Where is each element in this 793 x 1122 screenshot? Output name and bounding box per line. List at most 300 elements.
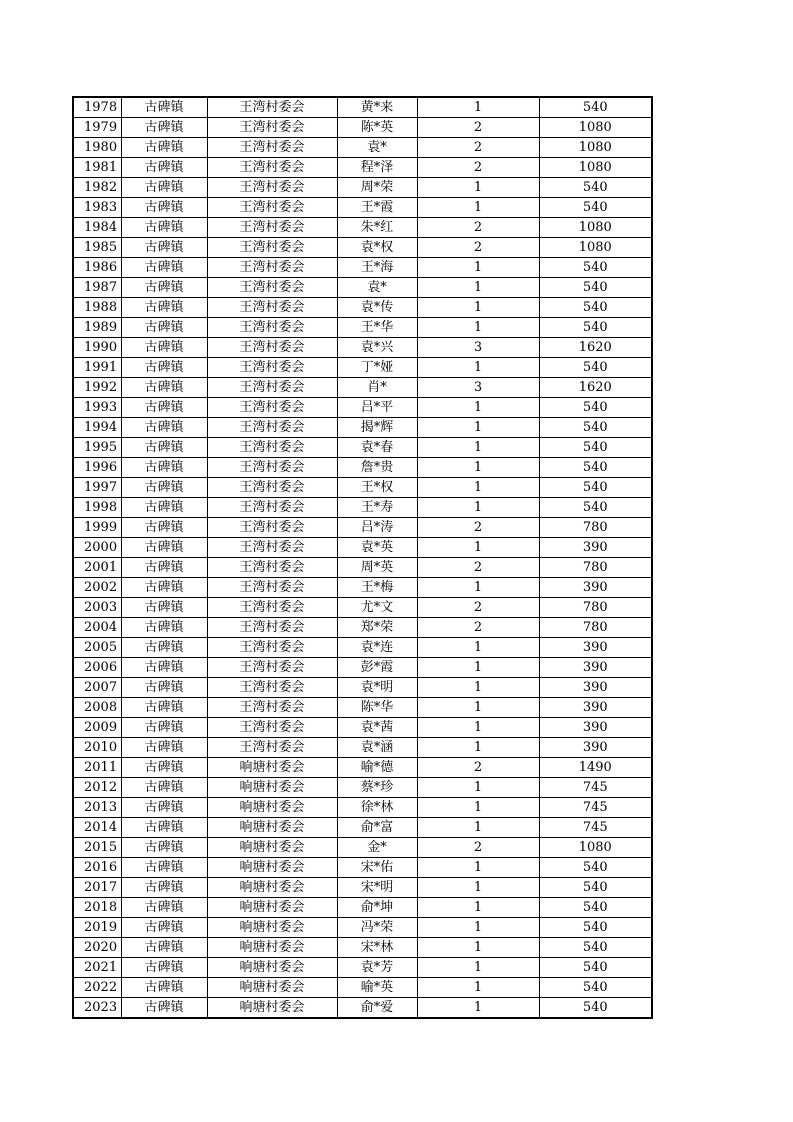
amount-cell: 540 <box>539 398 652 418</box>
count-cell: 3 <box>417 338 539 358</box>
village-committee-cell: 王湾村委会 <box>207 418 337 438</box>
count-cell: 2 <box>417 118 539 138</box>
row-number-cell: 1984 <box>73 218 121 238</box>
amount-cell: 540 <box>539 458 652 478</box>
name-cell: 袁* <box>337 278 417 298</box>
row-number-cell: 1988 <box>73 298 121 318</box>
name-cell: 黄*来 <box>337 97 417 118</box>
table-row <box>73 378 652 398</box>
name-cell: 冯*荣 <box>337 918 417 938</box>
name-cell: 袁*明 <box>337 678 417 698</box>
town-cell: 古碑镇 <box>121 778 207 798</box>
village-committee-cell: 王湾村委会 <box>207 318 337 338</box>
town-cell: 古碑镇 <box>121 458 207 478</box>
village-committee-cell: 王湾村委会 <box>207 458 337 478</box>
count-cell: 2 <box>417 158 539 178</box>
village-committee-cell: 王湾村委会 <box>207 658 337 678</box>
amount-cell: 540 <box>539 358 652 378</box>
row-number-cell: 2017 <box>73 878 121 898</box>
name-cell: 喻*德 <box>337 758 417 778</box>
town-cell: 古碑镇 <box>121 398 207 418</box>
name-cell: 蔡*珍 <box>337 778 417 798</box>
village-committee-cell: 王湾村委会 <box>207 598 337 618</box>
row-number-cell: 2018 <box>73 898 121 918</box>
village-committee-cell: 王湾村委会 <box>207 338 337 358</box>
village-committee-cell: 响塘村委会 <box>207 838 337 858</box>
village-committee-cell: 王湾村委会 <box>207 97 337 118</box>
town-cell: 古碑镇 <box>121 918 207 938</box>
amount-cell: 540 <box>539 978 652 998</box>
town-cell: 古碑镇 <box>121 158 207 178</box>
name-cell: 俞*爱 <box>337 998 417 1019</box>
town-cell: 古碑镇 <box>121 938 207 958</box>
count-cell: 1 <box>417 938 539 958</box>
town-cell: 古碑镇 <box>121 478 207 498</box>
table-row <box>73 198 652 218</box>
village-committee-cell: 王湾村委会 <box>207 478 337 498</box>
village-committee-cell: 王湾村委会 <box>207 558 337 578</box>
amount-cell: 390 <box>539 738 652 758</box>
village-committee-cell: 王湾村委会 <box>207 218 337 238</box>
town-cell: 古碑镇 <box>121 338 207 358</box>
town-cell: 古碑镇 <box>121 278 207 298</box>
row-number-cell: 1987 <box>73 278 121 298</box>
table-row <box>73 518 652 538</box>
town-cell: 古碑镇 <box>121 358 207 378</box>
town-cell: 古碑镇 <box>121 758 207 778</box>
row-number-cell: 1978 <box>73 97 121 118</box>
count-cell: 2 <box>417 518 539 538</box>
count-cell: 2 <box>417 618 539 638</box>
amount-cell: 1080 <box>539 218 652 238</box>
amount-cell: 540 <box>539 178 652 198</box>
row-number-cell: 1992 <box>73 378 121 398</box>
amount-cell: 540 <box>539 878 652 898</box>
amount-cell: 745 <box>539 778 652 798</box>
row-number-cell: 2001 <box>73 558 121 578</box>
table-row <box>73 858 652 878</box>
village-committee-cell: 王湾村委会 <box>207 638 337 658</box>
table-row <box>73 638 652 658</box>
amount-cell: 390 <box>539 578 652 598</box>
amount-cell: 540 <box>539 498 652 518</box>
row-number-cell: 1996 <box>73 458 121 478</box>
town-cell: 古碑镇 <box>121 698 207 718</box>
amount-cell: 745 <box>539 798 652 818</box>
table-row <box>73 238 652 258</box>
village-committee-cell: 响塘村委会 <box>207 938 337 958</box>
town-cell: 古碑镇 <box>121 558 207 578</box>
table-row <box>73 818 652 838</box>
table-row <box>73 798 652 818</box>
table-row <box>73 738 652 758</box>
name-cell: 王*霞 <box>337 198 417 218</box>
table-row <box>73 278 652 298</box>
town-cell: 古碑镇 <box>121 198 207 218</box>
row-number-cell: 2016 <box>73 858 121 878</box>
name-cell: 王*华 <box>337 318 417 338</box>
village-committee-cell: 响塘村委会 <box>207 918 337 938</box>
count-cell: 2 <box>417 218 539 238</box>
town-cell: 古碑镇 <box>121 238 207 258</box>
amount-cell: 390 <box>539 638 652 658</box>
village-committee-cell: 王湾村委会 <box>207 158 337 178</box>
name-cell: 金* <box>337 838 417 858</box>
row-number-cell: 1979 <box>73 118 121 138</box>
count-cell: 1 <box>417 878 539 898</box>
row-number-cell: 2000 <box>73 538 121 558</box>
count-cell: 1 <box>417 198 539 218</box>
name-cell: 袁*春 <box>337 438 417 458</box>
count-cell: 1 <box>417 458 539 478</box>
village-committee-cell: 王湾村委会 <box>207 398 337 418</box>
name-cell: 袁*兴 <box>337 338 417 358</box>
name-cell: 袁*芳 <box>337 958 417 978</box>
town-cell: 古碑镇 <box>121 718 207 738</box>
count-cell: 2 <box>417 558 539 578</box>
amount-cell: 780 <box>539 598 652 618</box>
table-row <box>73 938 652 958</box>
town-cell: 古碑镇 <box>121 998 207 1019</box>
row-number-cell: 2013 <box>73 798 121 818</box>
count-cell: 1 <box>417 178 539 198</box>
village-committee-cell: 王湾村委会 <box>207 178 337 198</box>
table-row <box>73 398 652 418</box>
table-row <box>73 658 652 678</box>
town-cell: 古碑镇 <box>121 578 207 598</box>
table-row <box>73 898 652 918</box>
table-row <box>73 358 652 378</box>
amount-cell: 540 <box>539 278 652 298</box>
village-committee-cell: 王湾村委会 <box>207 118 337 138</box>
name-cell: 詹*贵 <box>337 458 417 478</box>
count-cell: 1 <box>417 698 539 718</box>
table-row <box>73 118 652 138</box>
row-number-cell: 2015 <box>73 838 121 858</box>
count-cell: 1 <box>417 298 539 318</box>
name-cell: 陈*英 <box>337 118 417 138</box>
town-cell: 古碑镇 <box>121 858 207 878</box>
count-cell: 1 <box>417 418 539 438</box>
count-cell: 1 <box>417 97 539 118</box>
amount-cell: 540 <box>539 418 652 438</box>
table-row <box>73 458 652 478</box>
village-committee-cell: 王湾村委会 <box>207 578 337 598</box>
amount-cell: 540 <box>539 478 652 498</box>
town-cell: 古碑镇 <box>121 798 207 818</box>
table-row <box>73 718 652 738</box>
name-cell: 袁* <box>337 138 417 158</box>
table-row <box>73 258 652 278</box>
table-row <box>73 878 652 898</box>
amount-cell: 540 <box>539 97 652 118</box>
village-committee-cell: 王湾村委会 <box>207 718 337 738</box>
count-cell: 1 <box>417 318 539 338</box>
amount-cell: 1080 <box>539 118 652 138</box>
count-cell: 1 <box>417 278 539 298</box>
town-cell: 古碑镇 <box>121 618 207 638</box>
town-cell: 古碑镇 <box>121 638 207 658</box>
row-number-cell: 2003 <box>73 598 121 618</box>
row-number-cell: 2019 <box>73 918 121 938</box>
village-committee-cell: 王湾村委会 <box>207 278 337 298</box>
name-cell: 周*英 <box>337 558 417 578</box>
count-cell: 1 <box>417 398 539 418</box>
count-cell: 1 <box>417 478 539 498</box>
town-cell: 古碑镇 <box>121 498 207 518</box>
row-number-cell: 1981 <box>73 158 121 178</box>
count-cell: 1 <box>417 658 539 678</box>
town-cell: 古碑镇 <box>121 898 207 918</box>
name-cell: 程*泽 <box>337 158 417 178</box>
row-number-cell: 1985 <box>73 238 121 258</box>
amount-cell: 540 <box>539 198 652 218</box>
amount-cell: 540 <box>539 258 652 278</box>
name-cell: 吕*平 <box>337 398 417 418</box>
town-cell: 古碑镇 <box>121 678 207 698</box>
row-number-cell: 1994 <box>73 418 121 438</box>
table-row <box>73 698 652 718</box>
amount-cell: 390 <box>539 718 652 738</box>
town-cell: 古碑镇 <box>121 218 207 238</box>
amount-cell: 1080 <box>539 238 652 258</box>
town-cell: 古碑镇 <box>121 838 207 858</box>
village-committee-cell: 王湾村委会 <box>207 738 337 758</box>
row-number-cell: 1999 <box>73 518 121 538</box>
village-committee-cell: 王湾村委会 <box>207 518 337 538</box>
table-row <box>73 138 652 158</box>
count-cell: 1 <box>417 818 539 838</box>
name-cell: 朱*红 <box>337 218 417 238</box>
name-cell: 彭*霞 <box>337 658 417 678</box>
town-cell: 古碑镇 <box>121 118 207 138</box>
village-committee-cell: 王湾村委会 <box>207 698 337 718</box>
name-cell: 俞*坤 <box>337 898 417 918</box>
count-cell: 1 <box>417 578 539 598</box>
name-cell: 尤*文 <box>337 598 417 618</box>
table-row <box>73 558 652 578</box>
village-committee-cell: 王湾村委会 <box>207 138 337 158</box>
town-cell: 古碑镇 <box>121 97 207 118</box>
town-cell: 古碑镇 <box>121 438 207 458</box>
table-row <box>73 318 652 338</box>
village-committee-cell: 王湾村委会 <box>207 238 337 258</box>
records-table <box>72 96 653 1019</box>
table-row <box>73 918 652 938</box>
village-committee-cell: 王湾村委会 <box>207 198 337 218</box>
count-cell: 2 <box>417 598 539 618</box>
village-committee-cell: 响塘村委会 <box>207 778 337 798</box>
amount-cell: 390 <box>539 538 652 558</box>
row-number-cell: 2014 <box>73 818 121 838</box>
table-row <box>73 678 652 698</box>
count-cell: 1 <box>417 538 539 558</box>
town-cell: 古碑镇 <box>121 258 207 278</box>
table-row <box>73 178 652 198</box>
records-table-body <box>73 97 652 1018</box>
name-cell: 宋*林 <box>337 938 417 958</box>
name-cell: 吕*涛 <box>337 518 417 538</box>
table-row <box>73 218 652 238</box>
count-cell: 1 <box>417 798 539 818</box>
name-cell: 徐*林 <box>337 798 417 818</box>
count-cell: 1 <box>417 258 539 278</box>
name-cell: 喻*英 <box>337 978 417 998</box>
amount-cell: 1080 <box>539 838 652 858</box>
table-row <box>73 838 652 858</box>
count-cell: 1 <box>417 718 539 738</box>
row-number-cell: 1989 <box>73 318 121 338</box>
town-cell: 古碑镇 <box>121 958 207 978</box>
village-committee-cell: 王湾村委会 <box>207 298 337 318</box>
village-committee-cell: 响塘村委会 <box>207 958 337 978</box>
count-cell: 1 <box>417 738 539 758</box>
row-number-cell: 2022 <box>73 978 121 998</box>
table-row <box>73 498 652 518</box>
village-committee-cell: 王湾村委会 <box>207 618 337 638</box>
town-cell: 古碑镇 <box>121 978 207 998</box>
amount-cell: 540 <box>539 918 652 938</box>
table-row <box>73 418 652 438</box>
town-cell: 古碑镇 <box>121 538 207 558</box>
row-number-cell: 1990 <box>73 338 121 358</box>
table-row <box>73 438 652 458</box>
name-cell: 王*寿 <box>337 498 417 518</box>
row-number-cell: 2023 <box>73 998 121 1019</box>
row-number-cell: 2005 <box>73 638 121 658</box>
row-number-cell: 2012 <box>73 778 121 798</box>
village-committee-cell: 响塘村委会 <box>207 978 337 998</box>
count-cell: 2 <box>417 838 539 858</box>
table-row <box>73 97 652 118</box>
table-row <box>73 578 652 598</box>
amount-cell: 745 <box>539 818 652 838</box>
amount-cell: 540 <box>539 298 652 318</box>
name-cell: 揭*辉 <box>337 418 417 438</box>
name-cell: 王*海 <box>337 258 417 278</box>
village-committee-cell: 王湾村委会 <box>207 258 337 278</box>
amount-cell: 540 <box>539 998 652 1019</box>
count-cell: 2 <box>417 758 539 778</box>
village-committee-cell: 响塘村委会 <box>207 798 337 818</box>
table-row <box>73 478 652 498</box>
town-cell: 古碑镇 <box>121 318 207 338</box>
name-cell: 肖* <box>337 378 417 398</box>
village-committee-cell: 响塘村委会 <box>207 898 337 918</box>
table-row <box>73 298 652 318</box>
amount-cell: 1620 <box>539 378 652 398</box>
village-committee-cell: 响塘村委会 <box>207 818 337 838</box>
amount-cell: 1080 <box>539 158 652 178</box>
count-cell: 2 <box>417 238 539 258</box>
village-committee-cell: 王湾村委会 <box>207 378 337 398</box>
amount-cell: 780 <box>539 558 652 578</box>
row-number-cell: 2021 <box>73 958 121 978</box>
table-row <box>73 618 652 638</box>
amount-cell: 1620 <box>539 338 652 358</box>
row-number-cell: 1982 <box>73 178 121 198</box>
row-number-cell: 1986 <box>73 258 121 278</box>
table-row <box>73 538 652 558</box>
row-number-cell: 2007 <box>73 678 121 698</box>
town-cell: 古碑镇 <box>121 738 207 758</box>
row-number-cell: 1991 <box>73 358 121 378</box>
count-cell: 1 <box>417 918 539 938</box>
table-row <box>73 158 652 178</box>
row-number-cell: 2020 <box>73 938 121 958</box>
name-cell: 俞*富 <box>337 818 417 838</box>
name-cell: 袁*茜 <box>337 718 417 738</box>
amount-cell: 540 <box>539 958 652 978</box>
town-cell: 古碑镇 <box>121 818 207 838</box>
table-row <box>73 778 652 798</box>
amount-cell: 540 <box>539 938 652 958</box>
table-row <box>73 758 652 778</box>
name-cell: 丁*娅 <box>337 358 417 378</box>
table-row <box>73 598 652 618</box>
town-cell: 古碑镇 <box>121 658 207 678</box>
name-cell: 陈*华 <box>337 698 417 718</box>
town-cell: 古碑镇 <box>121 178 207 198</box>
name-cell: 王*权 <box>337 478 417 498</box>
row-number-cell: 2004 <box>73 618 121 638</box>
amount-cell: 540 <box>539 898 652 918</box>
amount-cell: 540 <box>539 438 652 458</box>
amount-cell: 780 <box>539 618 652 638</box>
name-cell: 周*荣 <box>337 178 417 198</box>
row-number-cell: 2010 <box>73 738 121 758</box>
count-cell: 1 <box>417 778 539 798</box>
row-number-cell: 1983 <box>73 198 121 218</box>
village-committee-cell: 王湾村委会 <box>207 538 337 558</box>
row-number-cell: 1997 <box>73 478 121 498</box>
row-number-cell: 2002 <box>73 578 121 598</box>
village-committee-cell: 王湾村委会 <box>207 498 337 518</box>
village-committee-cell: 响塘村委会 <box>207 878 337 898</box>
town-cell: 古碑镇 <box>121 878 207 898</box>
count-cell: 1 <box>417 638 539 658</box>
name-cell: 宋*明 <box>337 878 417 898</box>
town-cell: 古碑镇 <box>121 298 207 318</box>
name-cell: 郑*荣 <box>337 618 417 638</box>
count-cell: 1 <box>417 978 539 998</box>
count-cell: 1 <box>417 998 539 1019</box>
count-cell: 1 <box>417 438 539 458</box>
amount-cell: 1080 <box>539 138 652 158</box>
table-row <box>73 998 652 1019</box>
row-number-cell: 2008 <box>73 698 121 718</box>
village-committee-cell: 王湾村委会 <box>207 438 337 458</box>
name-cell: 王*梅 <box>337 578 417 598</box>
row-number-cell: 2011 <box>73 758 121 778</box>
row-number-cell: 1980 <box>73 138 121 158</box>
count-cell: 1 <box>417 958 539 978</box>
amount-cell: 540 <box>539 318 652 338</box>
town-cell: 古碑镇 <box>121 518 207 538</box>
table-row <box>73 338 652 358</box>
row-number-cell: 1995 <box>73 438 121 458</box>
table-row <box>73 958 652 978</box>
count-cell: 2 <box>417 138 539 158</box>
amount-cell: 780 <box>539 518 652 538</box>
town-cell: 古碑镇 <box>121 378 207 398</box>
town-cell: 古碑镇 <box>121 598 207 618</box>
table-row <box>73 978 652 998</box>
row-number-cell: 1998 <box>73 498 121 518</box>
row-number-cell: 1993 <box>73 398 121 418</box>
amount-cell: 1490 <box>539 758 652 778</box>
town-cell: 古碑镇 <box>121 138 207 158</box>
